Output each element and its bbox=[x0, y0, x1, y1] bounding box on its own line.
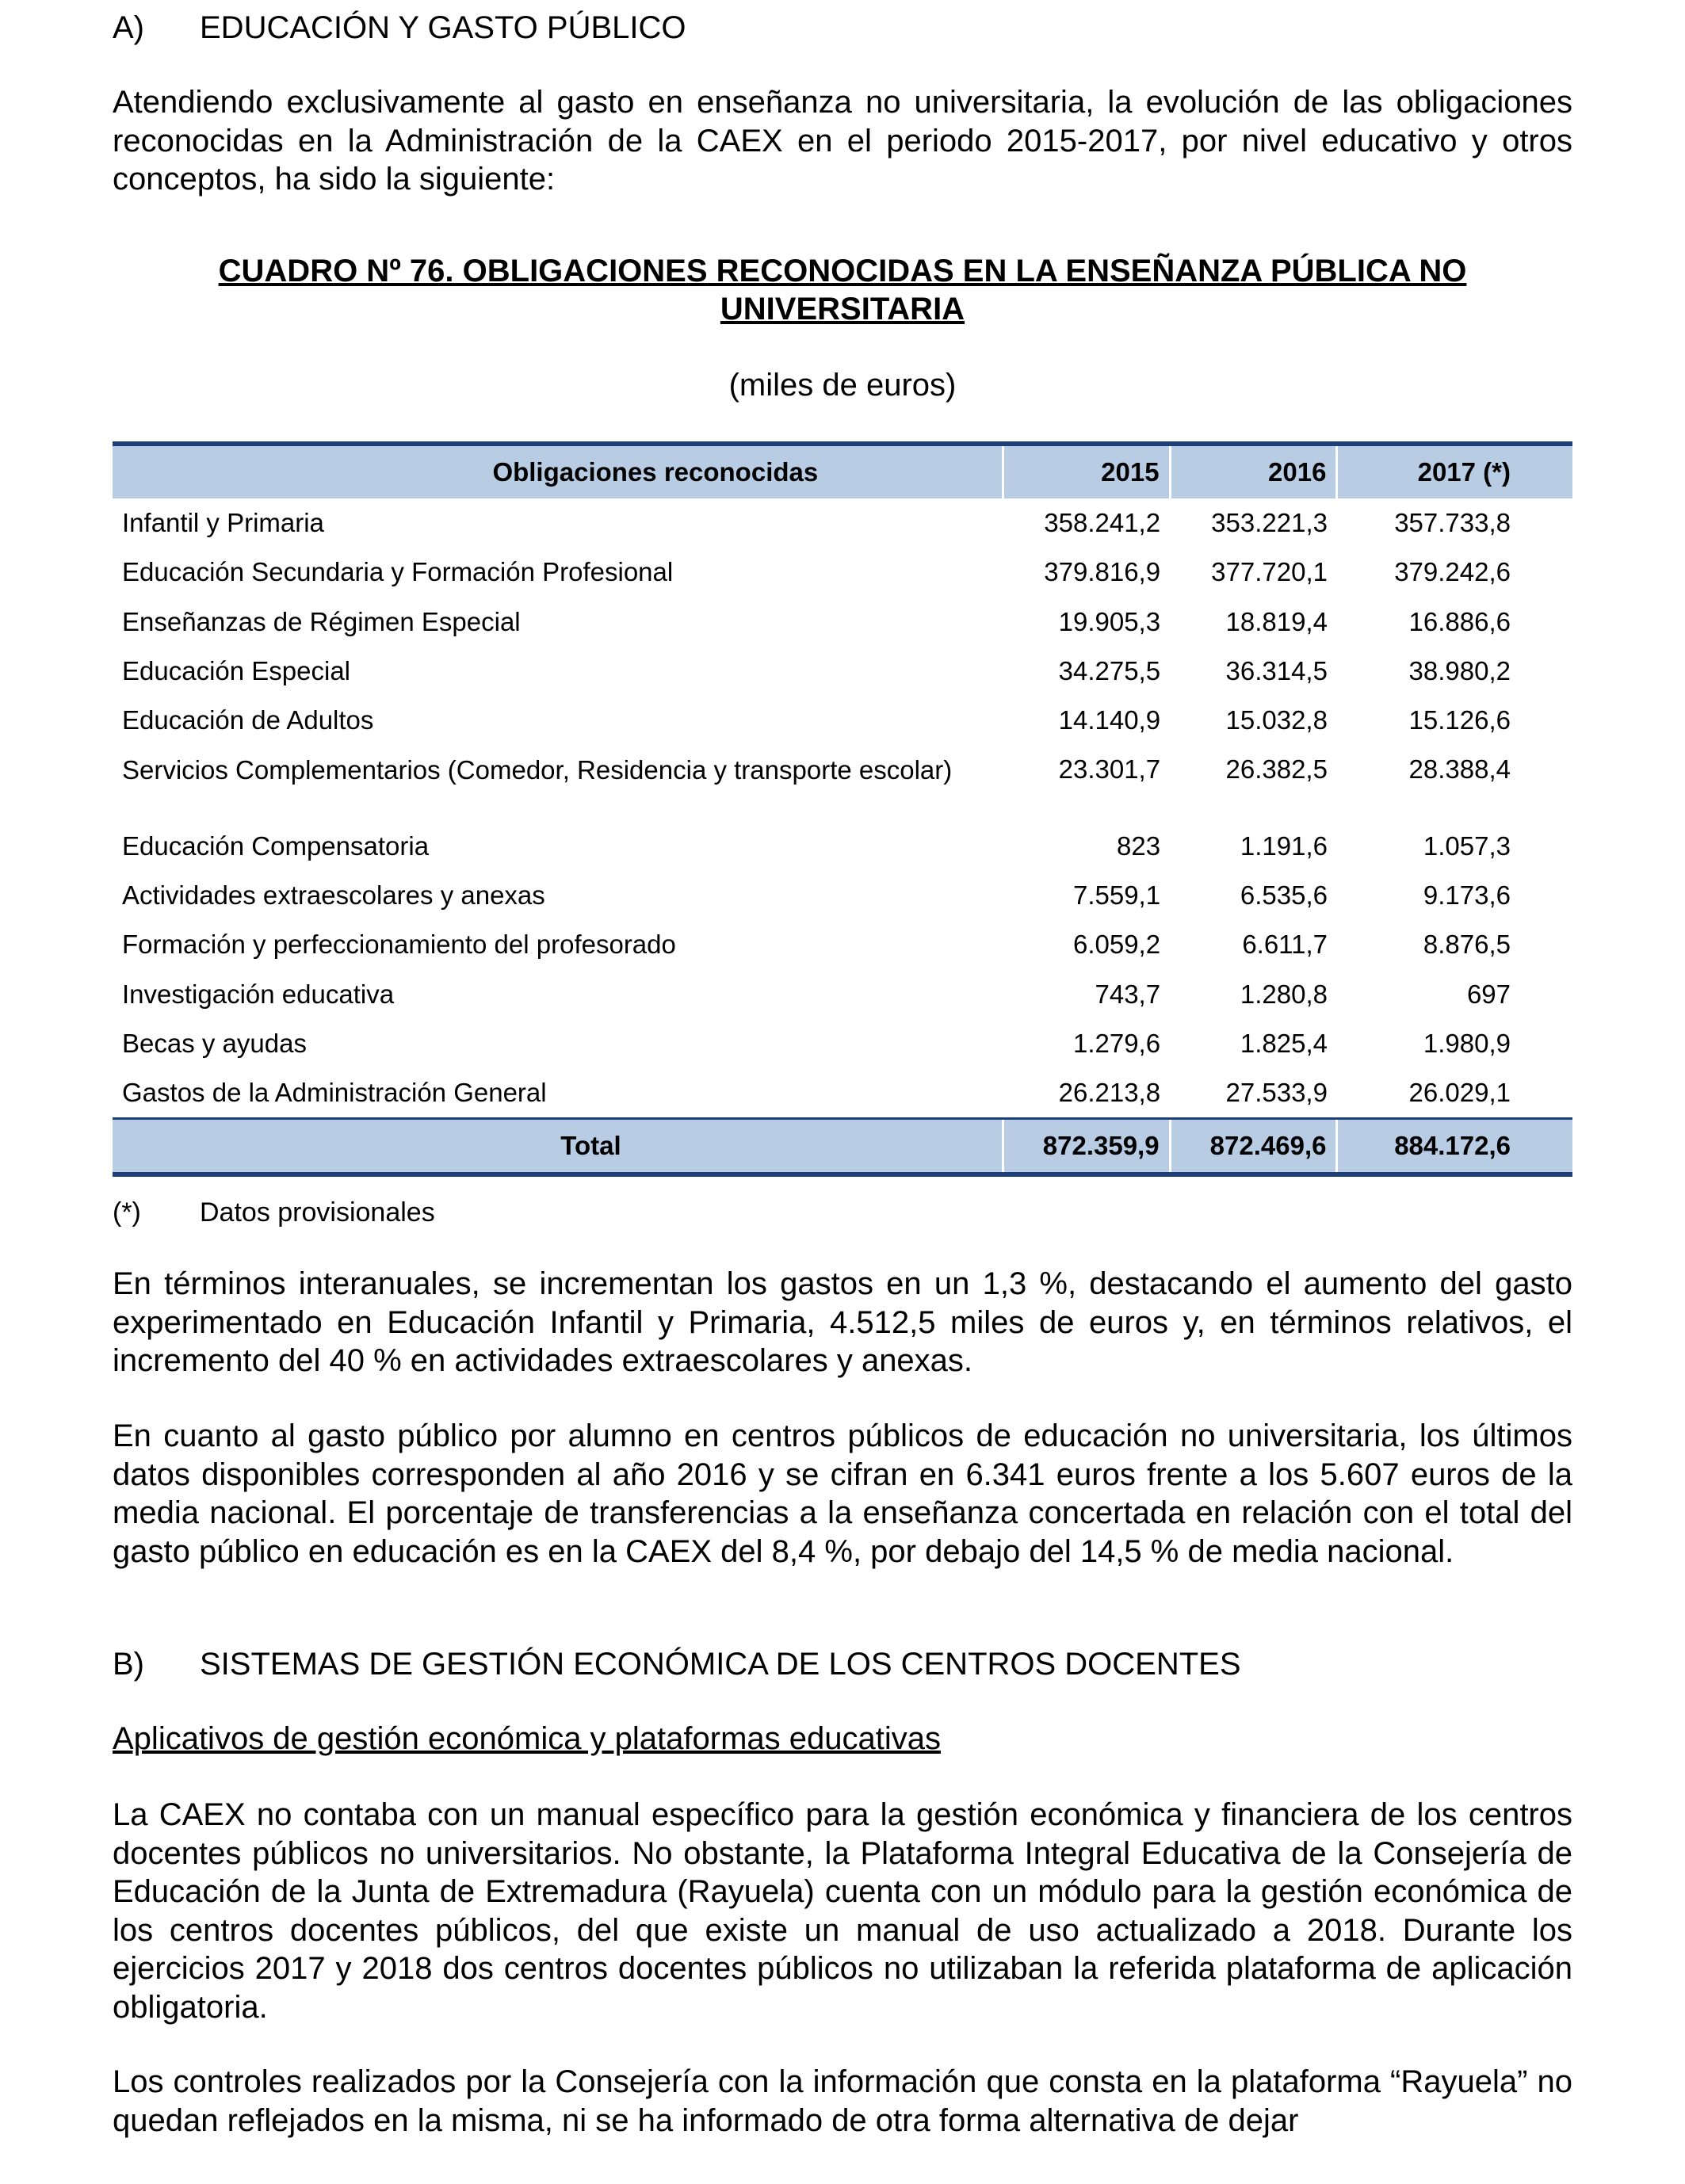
value-2017: 379.242,6 bbox=[1394, 557, 1511, 587]
value-2016: 15.032,8 bbox=[1225, 705, 1328, 735]
value-2015: 358.241,2 bbox=[1044, 508, 1161, 538]
section-b-title: SISTEMAS DE GESTIÓN ECONÓMICA DE LOS CENTROS DOCENTES bbox=[200, 1647, 1241, 1682]
table-title-line-2: UNIVERSITARIA bbox=[720, 292, 965, 326]
row-label: Enseñanzas de Régimen Especial bbox=[122, 606, 521, 636]
paragraph-controls: Los controles realizados por la Consejería con la información que consta en la plataforma “Rayuela” no quedan reflejados en la misma, ni se ha informado de otra forma alternativa de dejar bbox=[113, 2064, 1572, 2138]
paragraph-per-student: En cuanto al gasto público por alumno en centros públicos de educación no universitaria, los últimos datos disponibles corresponden al año 2016 y se cifran en 6.341 euros frente a los 5.607 euros de la media nacional. El porcentaje de transferencias a la enseñanza concertada en relación con el total del gasto público en educación es en la CAEX del 8,4 %, por debajo del 14,5 % de media nacional. bbox=[113, 1418, 1572, 1569]
value-2016: 1.825,4 bbox=[1240, 1028, 1328, 1058]
subheading: Aplicativos de gestión económica y plataformas educativas bbox=[113, 1721, 941, 1756]
section-a-heading bbox=[113, 9, 686, 47]
value-2015: 14.140,9 bbox=[1058, 705, 1161, 735]
row-label: Educación Especial bbox=[122, 656, 351, 686]
table-row bbox=[113, 969, 1572, 1018]
section-a-letter: A) bbox=[113, 10, 144, 45]
section-a-title: EDUCACIÓN Y GASTO PÚBLICO bbox=[200, 10, 686, 45]
row-label: Educación de Adultos bbox=[122, 705, 374, 735]
value-2015: 823 bbox=[1117, 830, 1161, 861]
value-2016: 27.533,9 bbox=[1225, 1078, 1328, 1108]
value-2017: 9.173,6 bbox=[1423, 880, 1511, 910]
footnote-mark: (*) bbox=[113, 1197, 141, 1228]
table-footnote bbox=[113, 1197, 435, 1228]
value-2016: 377.720,1 bbox=[1211, 557, 1328, 587]
section-b-letter: B) bbox=[113, 1647, 144, 1682]
value-2017: 1.057,3 bbox=[1423, 830, 1511, 861]
row-label: Infantil y Primaria bbox=[122, 508, 324, 538]
table-row bbox=[113, 1068, 1572, 1119]
table-row bbox=[113, 548, 1572, 597]
header-2017: 2017 (*) bbox=[1337, 444, 1572, 498]
header-2016: 2016 bbox=[1170, 444, 1337, 498]
table-row bbox=[113, 745, 1572, 821]
value-2015: 743,7 bbox=[1095, 979, 1161, 1009]
table-row bbox=[113, 920, 1572, 969]
value-2015: 26.213,8 bbox=[1058, 1078, 1161, 1108]
obligations-table bbox=[113, 441, 1572, 1177]
value-2017: 38.980,2 bbox=[1408, 656, 1511, 686]
value-2017: 697 bbox=[1466, 979, 1511, 1009]
value-2015: 34.275,5 bbox=[1058, 656, 1161, 686]
value-2016: 26.382,5 bbox=[1225, 754, 1328, 785]
table-row bbox=[113, 1019, 1572, 1068]
value-2017: 357.733,8 bbox=[1394, 508, 1511, 538]
table-row bbox=[113, 598, 1572, 647]
row-label: Servicios Complementarios (Comedor, Residencia y transporte escolar) bbox=[122, 755, 953, 785]
table-title bbox=[113, 252, 1572, 328]
value-2016: 1.191,6 bbox=[1240, 830, 1328, 861]
row-label: Actividades extraescolares y anexas bbox=[122, 880, 545, 910]
value-2017: 8.876,5 bbox=[1423, 930, 1511, 960]
value-2015: 1.279,6 bbox=[1072, 1028, 1161, 1058]
row-label: Educación Secundaria y Formación Profesional bbox=[122, 557, 674, 587]
row-label: Educación Compensatoria bbox=[122, 830, 430, 861]
row-label: Gastos de la Administración General bbox=[122, 1078, 547, 1108]
paragraph-interannual: En términos interanuales, se incrementan los gastos en un 1,3 %, destacando el aumento del gasto experimentado en Educación Infantil y Primaria, 4.512,5 miles de euros y, en términos relativos, el incremento del 40 % en actividades extraescolares y anexas. bbox=[113, 1266, 1572, 1378]
row-label: Investigación educativa bbox=[122, 979, 395, 1009]
value-2015: 19.905,3 bbox=[1058, 606, 1161, 636]
total-2016: 872.469,6 bbox=[1170, 1119, 1337, 1175]
table-title-line-1: CUADRO Nº 76. OBLIGACIONES RECONOCIDAS EN LA ENSEÑANZA PÚBLICA NO bbox=[218, 254, 1467, 288]
value-2016: 353.221,3 bbox=[1211, 508, 1328, 538]
value-2017: 16.886,6 bbox=[1408, 606, 1511, 636]
value-2016: 18.819,4 bbox=[1225, 606, 1328, 636]
header-concept: Obligaciones reconocidas bbox=[113, 444, 1003, 498]
paragraph-rayuela: La CAEX no contaba con un manual específico para la gestión económica y financiera de los centros docentes públicos no universitarios. No obstante, la Plataforma Integral Educativa de la Consejería de Educación de la Junta de Extremadura (Rayuela) cuenta con un módulo para la gestión económica de los centros docentes públicos, del que existe un manual de uso actualizado a 2018. Durante los ejercicios 2017 y 2018 dos centros docentes públicos no utilizaban la referida plataforma de aplicación obligatoria. bbox=[113, 1797, 1572, 2025]
total-2017: 884.172,6 bbox=[1337, 1119, 1572, 1175]
value-2015: 7.559,1 bbox=[1072, 880, 1161, 910]
row-label: Formación y perfeccionamiento del profesorado bbox=[122, 930, 676, 960]
value-2016: 6.535,6 bbox=[1240, 880, 1328, 910]
value-2016: 36.314,5 bbox=[1225, 656, 1328, 686]
value-2016: 6.611,7 bbox=[1242, 930, 1328, 960]
table-row bbox=[113, 696, 1572, 745]
value-2015: 23.301,7 bbox=[1058, 754, 1161, 785]
intro-paragraph: Atendiendo exclusivamente al gasto en enseñanza no universitaria, la evolución de las obligaciones reconocidas en la Administración de la CAEX en el periodo 2015-2017, por nivel educativo y otros conceptos, ha sido la siguiente: bbox=[113, 85, 1572, 197]
row-label: Becas y ayudas bbox=[122, 1028, 307, 1058]
table-row bbox=[113, 821, 1572, 870]
value-2015: 6.059,2 bbox=[1072, 930, 1161, 960]
table-units: (miles de euros) bbox=[728, 368, 957, 403]
table-total-row bbox=[113, 1119, 1572, 1175]
value-2017: 1.980,9 bbox=[1423, 1028, 1511, 1058]
header-2015: 2015 bbox=[1003, 444, 1170, 498]
table-row bbox=[113, 498, 1572, 548]
value-2017: 28.388,4 bbox=[1408, 754, 1511, 785]
table-row bbox=[113, 647, 1572, 696]
value-2017: 26.029,1 bbox=[1408, 1078, 1511, 1108]
value-2015: 379.816,9 bbox=[1044, 557, 1161, 587]
total-label: Total bbox=[113, 1119, 1003, 1175]
value-2017: 15.126,6 bbox=[1408, 705, 1511, 735]
table-header-row bbox=[113, 444, 1572, 498]
footnote-text: Datos provisionales bbox=[200, 1197, 435, 1228]
table-row bbox=[113, 871, 1572, 920]
total-2015: 872.359,9 bbox=[1003, 1119, 1170, 1175]
section-b-heading bbox=[113, 1645, 1241, 1683]
value-2016: 1.280,8 bbox=[1240, 979, 1328, 1009]
